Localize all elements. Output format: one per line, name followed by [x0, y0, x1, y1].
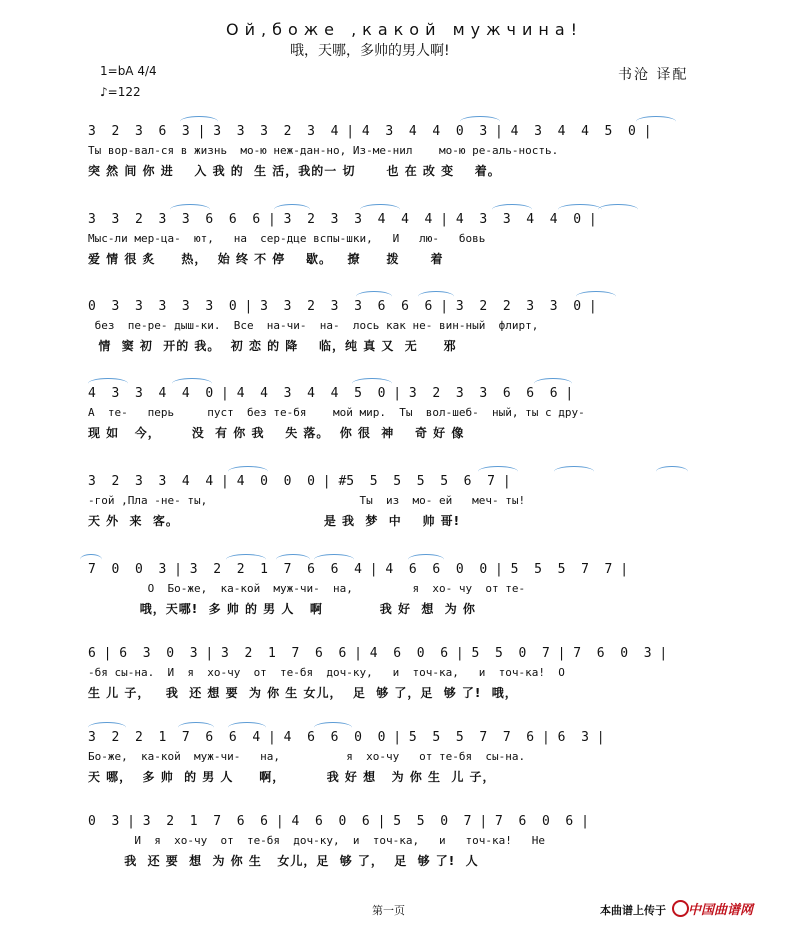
lyrics-chinese: 天 哪， 多 帅 的 男 人 啊， 我 好 想 为 你 生 儿 子， [88, 770, 496, 784]
upload-notice: 本曲谱上传于 [600, 904, 666, 917]
notation-line: 0 3 3 3 3 3 0 | 3 3 2 3 3 6 6 6 | 3 2 2 3 3 0 | [88, 299, 703, 319]
score-system-8 [88, 730, 703, 788]
lyrics-chinese: 哦，天哪! 多 帅 的 男 人 啊 我 好 想 为 你 [88, 602, 476, 616]
lyrics-russian: О Бо-же, ка-кой муж-чи- на, я хо- чу от те- [88, 582, 526, 595]
lyrics-russian: Бо-же, ка-кой муж-чи- на, я хо-чу от те-бя сы-на. [88, 750, 526, 763]
lyrics-chinese: 天 外 来 客。 是 我 梦 中 帅 哥! [88, 514, 461, 528]
lyrics-russian: А те- перь пуст без те-бя мой мир. Ты вол-шеб- ный, ты с дру- [88, 406, 585, 419]
score-system-5 [88, 474, 703, 532]
lyrics-chinese: 现 如 今， 没 有 你 我 失 落。 你 很 神 奇 好 像 [88, 426, 465, 440]
notation-line: 3 2 2 1 7 6 6 4 | 4 6 6 0 0 | 5 5 5 7 7 6 | 6 3 | [88, 730, 703, 750]
lyrics-chinese: 生 儿 子， 我 还 想 要 为 你 生 女儿， 足 够 了，足 够 了! 哦， [88, 686, 518, 700]
lyrics-russian: -бя сы-на. И я хо-чу от те-бя доч-ку, и точ-ка, и точ-ка! О [88, 666, 565, 679]
score-system-6 [88, 562, 703, 620]
score-system-9 [88, 814, 703, 872]
notation-line: 0 3 | 3 2 1 7 6 6 | 4 6 0 6 | 5 5 0 7 | 7 6 0 6 | [88, 814, 589, 829]
site-logo-icon [672, 900, 689, 917]
notation-line: 4 3 3 4 4 0 | 4 4 3 4 4 5 0 | 3 2 3 3 6 6 6 | [88, 386, 703, 406]
arranger-credit: 书沧 译配 [618, 67, 689, 83]
score-system-7 [88, 646, 703, 704]
lyrics-chinese: 情 窦 初 开的 我。 初 恋 的 降 临，纯 真 又 无 邪 [88, 339, 457, 353]
page-number: 第一页 [372, 904, 405, 917]
score-system-4 [88, 386, 703, 444]
key-signature: 1=bA 4/4 [100, 64, 157, 78]
score-system-3 [88, 299, 703, 357]
score-system-2 [88, 212, 703, 270]
lyrics-russian: -гой ,Пла -не- ты, Ты из мо- ей меч- ты! [88, 494, 526, 507]
notation-line: 3 2 3 6 3 | 3 3 3 2 3 4 | 4 3 4 4 0 3 | 4 3 4 4 5 0 | [88, 124, 703, 144]
lyrics-russian: без пе-ре- дыш-ки. Все на-чи- на- лось как не- вин-ный флирт, [88, 319, 539, 332]
tempo-marking: ♪=122 [100, 85, 141, 99]
title-russian: Ой,боже ,какой мужчина! [226, 20, 584, 39]
notation-line: 6 | 6 3 0 3 | 3 2 1 7 6 6 | 4 6 0 6 | 5 5 0 7 | 7 6 0 3 | [88, 646, 668, 661]
lyrics-russian: Мыс-ли мер-ца- ют, на сер-дце вспы-шки, И лю- бовь [88, 232, 486, 245]
notation-line: 3 3 2 3 3 6 6 6 | 3 2 3 3 4 4 4 | 4 3 3 4 4 0 | [88, 212, 703, 232]
site-logo-text[interactable]: 中国曲谱网 [688, 903, 754, 918]
score-system-1 [88, 124, 703, 182]
lyrics-chinese: 爱 情 很 炙 热， 始 终 不 停 歇。 撩 拨 着 [88, 252, 444, 266]
lyrics-russian: И я хо-чу от те-бя доч-ку, и точ-ка, и точ-ка! Не [88, 834, 545, 847]
notation-line: 3 2 3 3 4 4 | 4 0 0 0 | #5 5 5 5 5 6 7 | [88, 474, 703, 494]
lyrics-chinese: 突 然 间 你 进 入 我 的 生 活，我的一 切 也 在 改 变 着。 [88, 164, 501, 178]
lyrics-russian: Ты вор-вал-ся в жизнь мо-ю неж-дан-но, Из-ме-нил мо-ю ре-аль-ность. [88, 144, 559, 157]
lyrics-chinese: 我 还 要 想 为 你 生 女儿，足 够 了， 足 够 了! 人 [88, 854, 479, 868]
title-chinese: 哦，天哪，多帅的男人啊! [290, 43, 450, 59]
notation-line: 7 0 0 3 | 3 2 2 1 7 6 6 4 | 4 6 6 0 0 | 5 5 5 7 7 | [88, 562, 703, 582]
